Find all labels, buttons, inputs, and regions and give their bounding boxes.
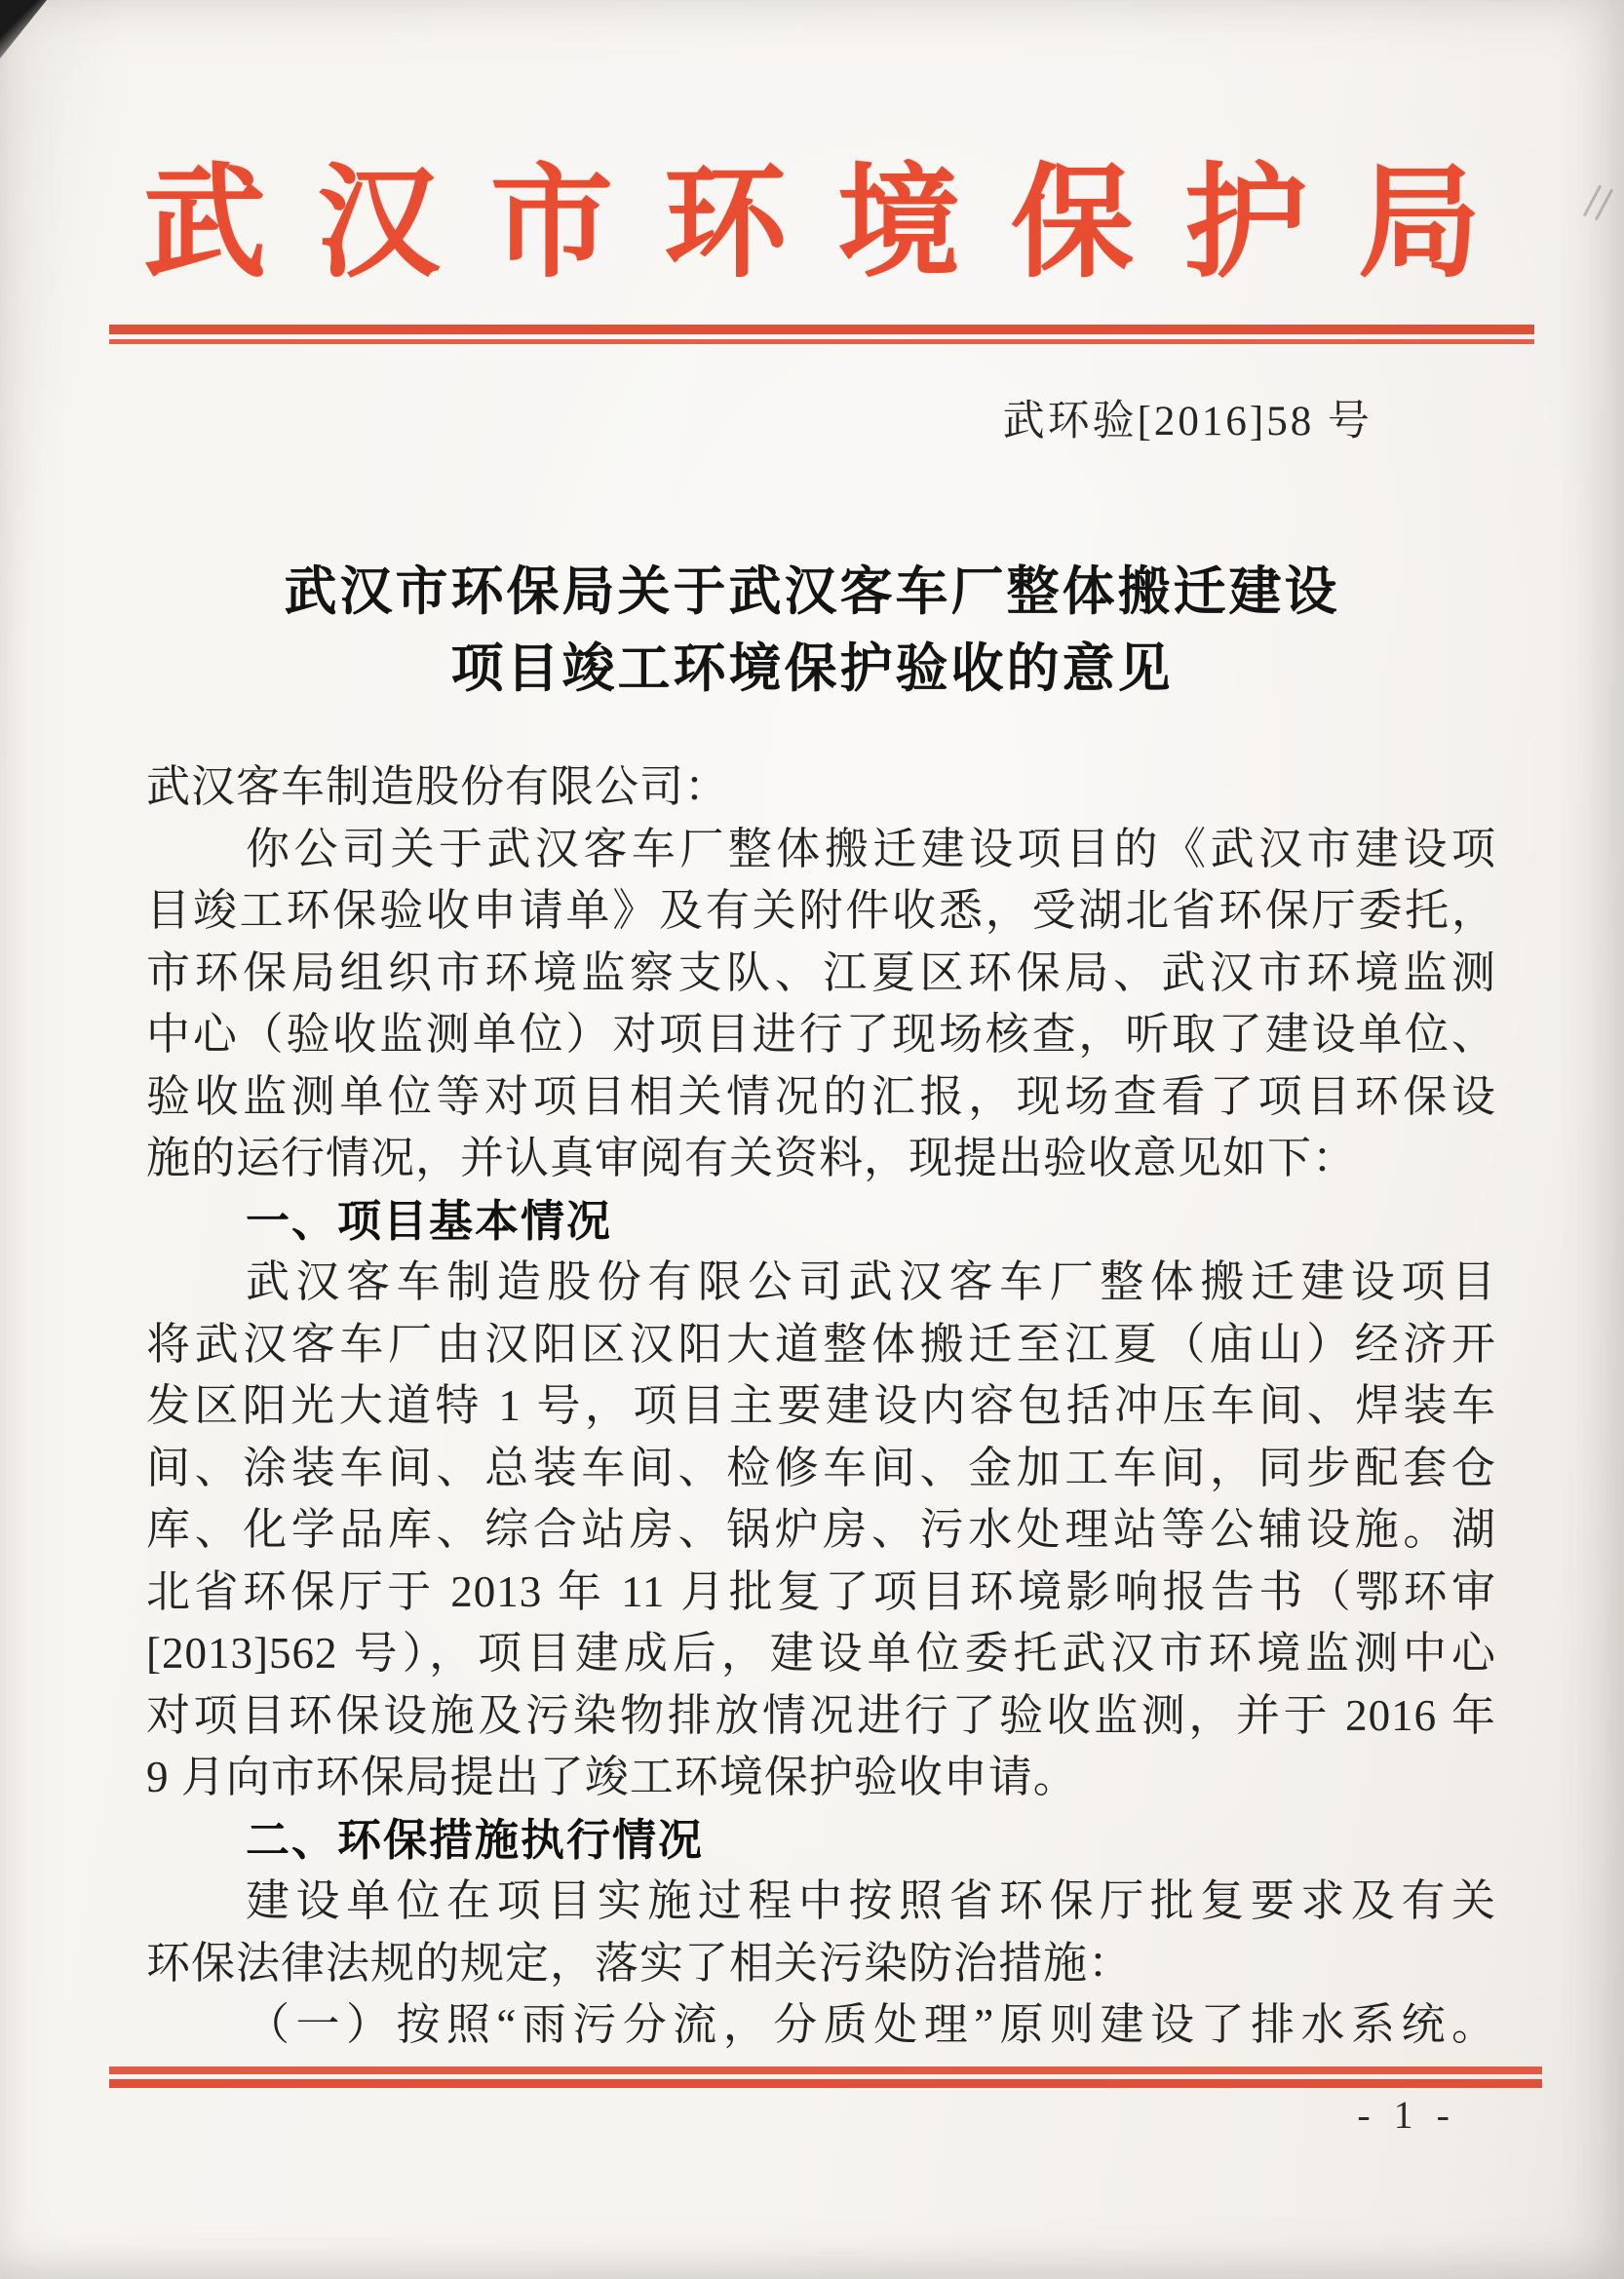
body-line: 将武汉客车厂由汉阳区汉阳大道整体搬迁至江夏（庙山）经济开: [146, 1319, 1496, 1369]
footer-rule-upper: [109, 2067, 1542, 2074]
body-line: 你公司关于武汉客车厂整体搬迁建设项目的《武汉市建设项: [246, 824, 1496, 873]
letterhead-rule-thin: [109, 339, 1534, 344]
document-title: [0, 554, 1624, 708]
body-line: [2013]562 号），项目建成后，建设单位委托武汉市环境监测中心: [146, 1629, 1496, 1678]
page-number: - 1 -: [1357, 2093, 1456, 2137]
document-body: [146, 756, 1496, 2057]
body-line: 武汉客车制造股份有限公司武汉客车厂整体搬迁建设项目: [246, 1257, 1496, 1306]
body-line: 库、化学品库、综合站房、锅炉房、污水处理站等公辅设施。湖: [146, 1505, 1496, 1554]
letterhead-rule-thick: [109, 325, 1534, 334]
section-heading-1: 一、项目基本情况: [246, 1195, 613, 1246]
body-line: 发区阳光大道特 1 号，项目主要建设内容包括冲压车间、焊装车: [146, 1381, 1496, 1430]
body-line: 对项目环保设施及污染物排放情况进行了验收监测，并于 2016 年: [146, 1690, 1496, 1740]
scan-corner-artifact: [0, 0, 47, 58]
document-number: 武环验[2016]58 号: [1002, 399, 1373, 444]
footer-rule-lower: [109, 2079, 1542, 2088]
body-line: 中心（验收监测单位）对项目进行了现场核查，听取了建设单位、: [146, 1010, 1496, 1059]
body-line: （一）按照“雨污分流，分质处理”原则建设了排水系统。: [246, 2000, 1496, 2049]
body-line: 施的运行情况，并认真审阅有关资料，现提出验收意见如下：: [146, 1134, 1358, 1182]
body-line: 建设单位在项目实施过程中按照省环保厅批复要求及有关: [246, 1876, 1496, 1925]
body-line: 北省环保厅于 2013 年 11 月批复了项目环境影响报告书（鄂环审: [146, 1566, 1496, 1616]
letterhead-rule: [109, 325, 1534, 344]
body-line: 9 月向市环保局提出了竣工环境保护验收申请。: [146, 1753, 1078, 1801]
footer-rule: [109, 2067, 1542, 2088]
body-line: 间、涂装车间、总装车间、检修车间、金加工车间，同步配套仓: [146, 1443, 1496, 1492]
letterhead-agency-name: 武汉市环境保护局: [143, 157, 1531, 292]
body-line: 目竣工环保验收申请单》及有关附件收悉，受湖北省环保厅委托，: [146, 886, 1496, 935]
body-line: 验收监测单位等对项目相关情况的汇报，现场查看了项目环保设: [146, 1071, 1496, 1121]
title-line-2: 项目竣工环境保护验收的意见: [450, 639, 1174, 698]
title-line-1: 武汉市环保局关于武汉客车厂整体搬迁建设: [284, 562, 1340, 621]
body-line: 市环保局组织市环境监察支队、江夏区环保局、武汉市环境监测: [146, 947, 1496, 997]
section-heading-2: 二、环保措施执行情况: [246, 1814, 705, 1865]
salutation-line: 武汉客车制造股份有限公司：: [146, 762, 730, 811]
body-line: 环保法律法规的规定，落实了相关污染防治措施：: [146, 1938, 1134, 1988]
